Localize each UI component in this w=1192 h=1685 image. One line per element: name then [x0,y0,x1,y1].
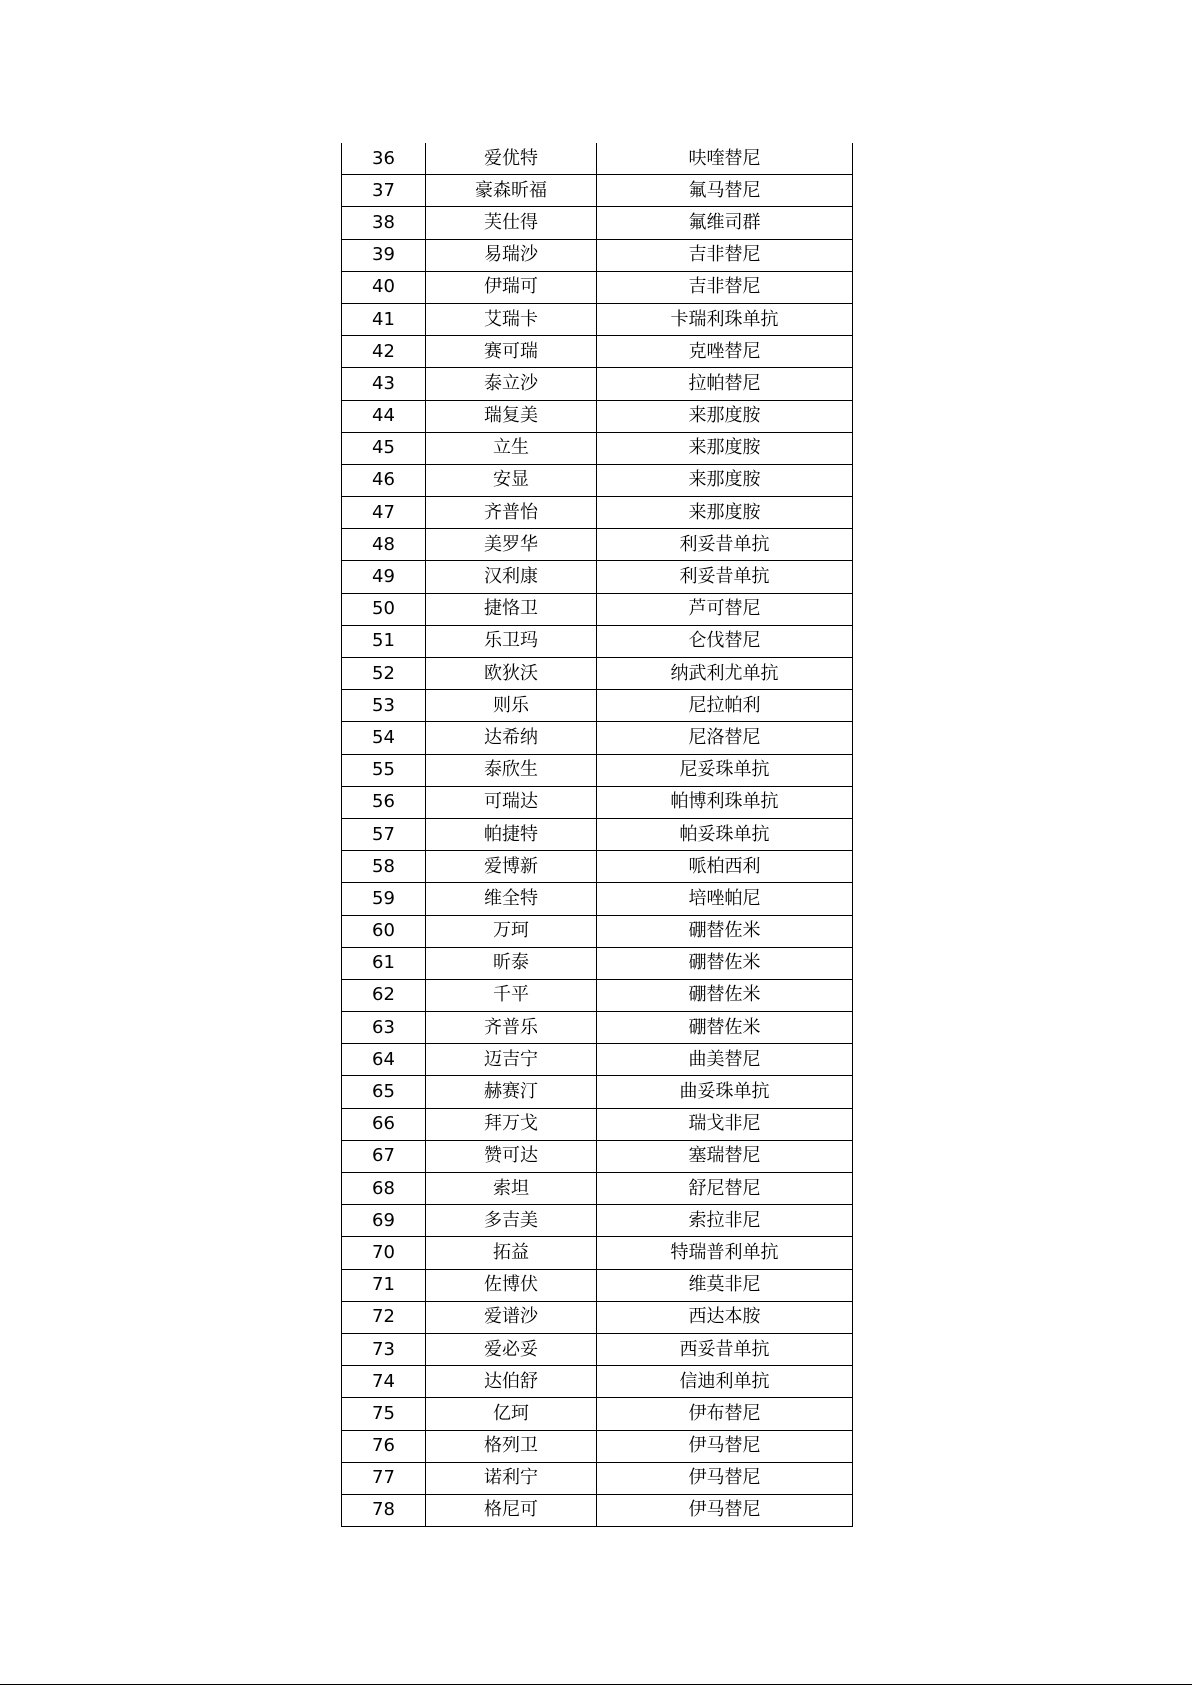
table-row [342,1237,853,1269]
brand-name-cell: 泰欣生 [426,754,597,786]
generic-name-cell: 信迪利单抗 [597,1366,853,1398]
table-row [342,915,853,947]
table-row [342,818,853,850]
brand-name-cell: 迈吉宁 [426,1044,597,1076]
brand-name-cell: 美罗华 [426,529,597,561]
brand-name-cell: 佐博伏 [426,1269,597,1301]
brand-name-cell: 爱优特 [426,143,597,175]
brand-name-cell: 可瑞达 [426,786,597,818]
table-row [342,1366,853,1398]
row-number-cell: 54 [342,722,426,754]
table-row [342,561,853,593]
row-number-cell: 38 [342,207,426,239]
table-row [342,497,853,529]
brand-name-cell: 索坦 [426,1173,597,1205]
table-row [342,979,853,1011]
generic-name-cell: 特瑞普利单抗 [597,1237,853,1269]
generic-name-cell: 曲妥珠单抗 [597,1076,853,1108]
brand-name-cell: 达希纳 [426,722,597,754]
table-row [342,400,853,432]
generic-name-cell: 帕妥珠单抗 [597,818,853,850]
row-number-cell: 42 [342,336,426,368]
row-number-cell: 70 [342,1237,426,1269]
brand-name-cell: 立生 [426,432,597,464]
generic-name-cell: 克唑替尼 [597,336,853,368]
table-row [342,1398,853,1430]
table-row [342,1494,853,1526]
table-row [342,464,853,496]
generic-name-cell: 卡瑞利珠单抗 [597,303,853,335]
row-number-cell: 47 [342,497,426,529]
brand-name-cell: 诺利宁 [426,1462,597,1494]
row-number-cell: 67 [342,1140,426,1172]
table-row [342,1269,853,1301]
table-row [342,271,853,303]
generic-name-cell: 来那度胺 [597,464,853,496]
brand-name-cell: 豪森昕福 [426,175,597,207]
generic-name-cell: 曲美替尼 [597,1044,853,1076]
row-number-cell: 59 [342,883,426,915]
table-row [342,1430,853,1462]
brand-name-cell: 亿珂 [426,1398,597,1430]
brand-name-cell: 昕泰 [426,947,597,979]
generic-name-cell: 伊马替尼 [597,1462,853,1494]
generic-name-cell: 硼替佐米 [597,947,853,979]
generic-name-cell: 索拉非尼 [597,1205,853,1237]
generic-name-cell: 氟马替尼 [597,175,853,207]
brand-name-cell: 伊瑞可 [426,271,597,303]
table-row [342,1076,853,1108]
table-row [342,1333,853,1365]
brand-name-cell: 达伯舒 [426,1366,597,1398]
brand-name-cell: 帕捷特 [426,818,597,850]
brand-name-cell: 齐普乐 [426,1012,597,1044]
row-number-cell: 46 [342,464,426,496]
brand-name-cell: 爱博新 [426,851,597,883]
row-number-cell: 63 [342,1012,426,1044]
brand-name-cell: 易瑞沙 [426,239,597,271]
table-row [342,625,853,657]
row-number-cell: 37 [342,175,426,207]
generic-name-cell: 利妥昔单抗 [597,529,853,561]
row-number-cell: 66 [342,1108,426,1140]
brand-name-cell: 艾瑞卡 [426,303,597,335]
brand-name-cell: 格列卫 [426,1430,597,1462]
table-row [342,883,853,915]
generic-name-cell: 纳武利尤单抗 [597,658,853,690]
row-number-cell: 57 [342,818,426,850]
table-row [342,593,853,625]
row-number-cell: 71 [342,1269,426,1301]
row-number-cell: 64 [342,1044,426,1076]
row-number-cell: 76 [342,1430,426,1462]
generic-name-cell: 硼替佐米 [597,979,853,1011]
table-row [342,1173,853,1205]
brand-name-cell: 芙仕得 [426,207,597,239]
brand-name-cell: 捷恪卫 [426,593,597,625]
table-row [342,947,853,979]
brand-name-cell: 多吉美 [426,1205,597,1237]
generic-name-cell: 培唑帕尼 [597,883,853,915]
brand-name-cell: 汉利康 [426,561,597,593]
brand-name-cell: 千平 [426,979,597,1011]
row-number-cell: 72 [342,1301,426,1333]
generic-name-cell: 吉非替尼 [597,271,853,303]
table-row [342,529,853,561]
brand-name-cell: 拓益 [426,1237,597,1269]
row-number-cell: 49 [342,561,426,593]
row-number-cell: 44 [342,400,426,432]
brand-name-cell: 万珂 [426,915,597,947]
row-number-cell: 78 [342,1494,426,1526]
row-number-cell: 41 [342,303,426,335]
row-number-cell: 68 [342,1173,426,1205]
table-row [342,786,853,818]
table-row [342,336,853,368]
table-row [342,658,853,690]
generic-name-cell: 氟维司群 [597,207,853,239]
row-number-cell: 51 [342,625,426,657]
drug-table [341,143,853,1527]
table-row [342,1301,853,1333]
row-number-cell: 55 [342,754,426,786]
row-number-cell: 45 [342,432,426,464]
table-row [342,1012,853,1044]
table-row [342,207,853,239]
brand-name-cell: 维全特 [426,883,597,915]
row-number-cell: 61 [342,947,426,979]
brand-name-cell: 则乐 [426,690,597,722]
table-row [342,851,853,883]
table-row [342,1044,853,1076]
table-row [342,239,853,271]
table-row [342,1140,853,1172]
table-row [342,1108,853,1140]
row-number-cell: 65 [342,1076,426,1108]
generic-name-cell: 尼洛替尼 [597,722,853,754]
row-number-cell: 43 [342,368,426,400]
generic-name-cell: 利妥昔单抗 [597,561,853,593]
table-row [342,754,853,786]
table-row [342,1205,853,1237]
generic-name-cell: 舒尼替尼 [597,1173,853,1205]
row-number-cell: 53 [342,690,426,722]
generic-name-cell: 拉帕替尼 [597,368,853,400]
row-number-cell: 62 [342,979,426,1011]
table-row [342,368,853,400]
generic-name-cell: 来那度胺 [597,432,853,464]
generic-name-cell: 哌柏西利 [597,851,853,883]
table-row [342,690,853,722]
table-row [342,432,853,464]
row-number-cell: 39 [342,239,426,271]
row-number-cell: 69 [342,1205,426,1237]
row-number-cell: 77 [342,1462,426,1494]
table-row [342,303,853,335]
table-row [342,143,853,175]
brand-name-cell: 拜万戈 [426,1108,597,1140]
row-number-cell: 52 [342,658,426,690]
generic-name-cell: 芦可替尼 [597,593,853,625]
row-number-cell: 56 [342,786,426,818]
brand-name-cell: 爱谱沙 [426,1301,597,1333]
brand-name-cell: 欧狄沃 [426,658,597,690]
generic-name-cell: 尼妥珠单抗 [597,754,853,786]
row-number-cell: 74 [342,1366,426,1398]
generic-name-cell: 瑞戈非尼 [597,1108,853,1140]
row-number-cell: 58 [342,851,426,883]
brand-name-cell: 安显 [426,464,597,496]
table-row [342,722,853,754]
drug-table-body [342,143,853,1527]
generic-name-cell: 尼拉帕利 [597,690,853,722]
brand-name-cell: 赫赛汀 [426,1076,597,1108]
brand-name-cell: 齐普怡 [426,497,597,529]
table-row [342,175,853,207]
brand-name-cell: 乐卫玛 [426,625,597,657]
brand-name-cell: 赞可达 [426,1140,597,1172]
brand-name-cell: 爱必妥 [426,1333,597,1365]
table-row [342,1462,853,1494]
generic-name-cell: 伊马替尼 [597,1430,853,1462]
generic-name-cell: 仑伐替尼 [597,625,853,657]
generic-name-cell: 伊马替尼 [597,1494,853,1526]
brand-name-cell: 瑞复美 [426,400,597,432]
brand-name-cell: 泰立沙 [426,368,597,400]
generic-name-cell: 帕博利珠单抗 [597,786,853,818]
generic-name-cell: 硼替佐米 [597,915,853,947]
generic-name-cell: 西妥昔单抗 [597,1333,853,1365]
generic-name-cell: 伊布替尼 [597,1398,853,1430]
generic-name-cell: 来那度胺 [597,400,853,432]
generic-name-cell: 塞瑞替尼 [597,1140,853,1172]
generic-name-cell: 硼替佐米 [597,1012,853,1044]
brand-name-cell: 赛可瑞 [426,336,597,368]
brand-name-cell: 格尼可 [426,1494,597,1526]
row-number-cell: 36 [342,143,426,175]
row-number-cell: 48 [342,529,426,561]
generic-name-cell: 呋喹替尼 [597,143,853,175]
generic-name-cell: 来那度胺 [597,497,853,529]
generic-name-cell: 西达本胺 [597,1301,853,1333]
generic-name-cell: 维莫非尼 [597,1269,853,1301]
row-number-cell: 50 [342,593,426,625]
row-number-cell: 60 [342,915,426,947]
generic-name-cell: 吉非替尼 [597,239,853,271]
row-number-cell: 75 [342,1398,426,1430]
row-number-cell: 40 [342,271,426,303]
row-number-cell: 73 [342,1333,426,1365]
